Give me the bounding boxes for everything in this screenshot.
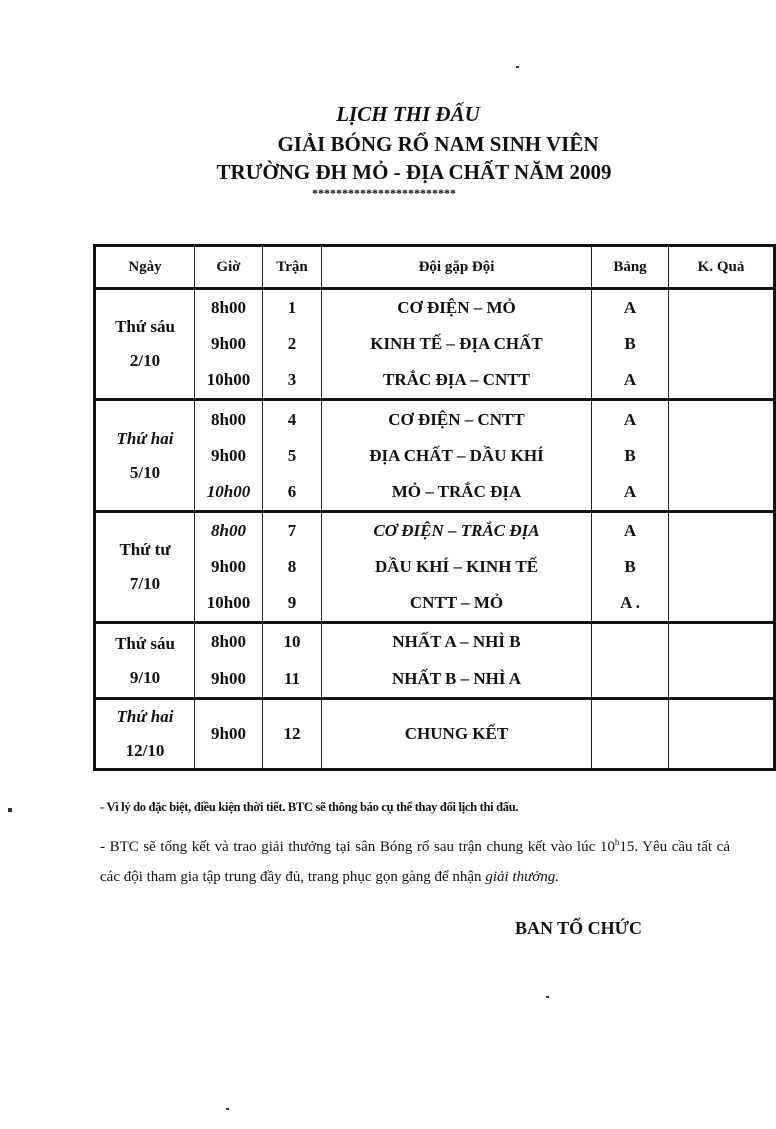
table-row <box>95 661 775 699</box>
group-cell: A <box>592 362 669 400</box>
teams-cell: MỎ – TRẮC ĐỊA <box>322 474 592 512</box>
scan-speck <box>546 996 549 998</box>
time-cell: 9h00 <box>195 698 263 769</box>
table-row <box>95 623 775 661</box>
header-result: K. Quả <box>669 246 775 289</box>
day-date: 7/10 <box>129 574 161 594</box>
day-name: Thứ sáu <box>115 317 175 337</box>
table-row <box>95 400 775 438</box>
day-name: Thứ sáu <box>115 633 175 653</box>
day-cell <box>95 289 195 400</box>
time-cell: 8h00 <box>195 289 263 327</box>
result-cell <box>669 698 775 769</box>
day-cell <box>95 511 195 622</box>
group-cell <box>592 661 669 699</box>
document-title: LỊCH THI ĐẤU <box>336 102 480 126</box>
header-match: Trận <box>263 246 322 289</box>
table-row <box>95 289 775 327</box>
match-cell: 11 <box>263 661 322 699</box>
day-name: Thứ hai <box>116 428 174 448</box>
match-cell: 8 <box>263 549 322 585</box>
award-note-end: giải thưởng. <box>485 869 560 885</box>
award-note-part1: - BTC sẽ tổng kết và trao giải thưởng tại sân Bóng rổ sau trận chung kết vào lúc 10 <box>100 839 615 855</box>
time-cell: 9h00 <box>195 661 263 699</box>
teams-cell: CHUNG KẾT <box>322 698 592 769</box>
day-date: 12/10 <box>125 740 165 760</box>
day-cell <box>95 400 195 511</box>
match-cell: 12 <box>263 698 322 769</box>
teams-cell: CƠ ĐIỆN – MỎ <box>322 289 592 327</box>
table-row <box>95 438 775 474</box>
table-row <box>95 326 775 362</box>
day-name: Thứ hai <box>116 706 174 726</box>
time-cell: 9h00 <box>195 549 263 585</box>
group-cell <box>592 698 669 769</box>
award-note-superscript: h <box>614 837 620 847</box>
schedule-table-wrapper <box>93 244 773 771</box>
match-cell: 10 <box>263 623 322 661</box>
time-cell: 8h00 <box>195 623 263 661</box>
teams-cell: TRẮC ĐỊA – CNTT <box>322 362 592 400</box>
result-cell <box>669 549 775 585</box>
result-cell <box>669 362 775 400</box>
group-cell <box>592 623 669 661</box>
table-row <box>95 585 775 623</box>
table-row <box>95 474 775 512</box>
match-cell: 1 <box>263 289 322 327</box>
match-cell: 7 <box>263 511 322 549</box>
match-cell: 3 <box>263 362 322 400</box>
award-note <box>100 827 730 892</box>
table-row <box>95 698 775 769</box>
time-cell: 10h00 <box>195 474 263 512</box>
header-day: Ngày <box>95 246 195 289</box>
title-separator: ************************ <box>312 186 456 200</box>
group-cell: A <box>592 289 669 327</box>
result-cell <box>669 289 775 327</box>
result-cell <box>669 585 775 623</box>
scan-speck <box>226 1108 229 1110</box>
tournament-name: GIẢI BÓNG RỔ NAM SINH VIÊN <box>277 132 599 156</box>
day-date: 5/10 <box>129 462 161 482</box>
teams-cell: ĐỊA CHẤT – DẦU KHÍ <box>322 438 592 474</box>
scan-speck <box>516 66 519 68</box>
teams-cell: CƠ ĐIỆN – CNTT <box>322 400 592 438</box>
header-group: Bảng <box>592 246 669 289</box>
day-date: 9/10 <box>129 667 161 687</box>
scan-speck <box>8 808 12 812</box>
table-row <box>95 549 775 585</box>
organizer-line: TRƯỜNG ĐH MỎ - ĐỊA CHẤT NĂM 2009 <box>216 160 612 184</box>
match-cell: 9 <box>263 585 322 623</box>
time-cell: 8h00 <box>195 511 263 549</box>
result-cell <box>669 623 775 661</box>
time-cell: 9h00 <box>195 438 263 474</box>
header-time: Giờ <box>195 246 263 289</box>
result-cell <box>669 438 775 474</box>
day-cell <box>95 698 195 769</box>
group-cell: B <box>592 326 669 362</box>
group-cell: A <box>592 511 669 549</box>
result-cell <box>669 400 775 438</box>
table-header-row <box>95 246 775 289</box>
teams-cell: KINH TẾ – ĐỊA CHẤT <box>322 326 592 362</box>
group-cell: B <box>592 549 669 585</box>
teams-cell: NHẤT B – NHÌ A <box>322 661 592 699</box>
notes-section <box>100 800 730 892</box>
table-row <box>95 362 775 400</box>
result-cell <box>669 661 775 699</box>
teams-cell: CNTT – MỎ <box>322 585 592 623</box>
signature: BAN TỔ CHỨC <box>515 918 643 938</box>
table-row <box>95 511 775 549</box>
time-cell: 8h00 <box>195 400 263 438</box>
header-teams: Đội gặp Đội <box>322 246 592 289</box>
day-date: 2/10 <box>129 351 161 371</box>
teams-cell: CƠ ĐIỆN – TRẮC ĐỊA <box>322 511 592 549</box>
match-cell: 5 <box>263 438 322 474</box>
day-name: Thứ tư <box>119 540 171 560</box>
group-cell: A . <box>592 585 669 623</box>
award-note-part2: 15. Yêu cầu tất cả các đội tham gia tập trung đầy đủ, trang phục gọn gàng để nhận <box>100 839 730 885</box>
match-cell: 4 <box>263 400 322 438</box>
time-cell: 10h00 <box>195 362 263 400</box>
teams-cell: NHẤT A – NHÌ B <box>322 623 592 661</box>
teams-cell: DẦU KHÍ – KINH TẾ <box>322 549 592 585</box>
group-cell: B <box>592 438 669 474</box>
match-cell: 6 <box>263 474 322 512</box>
result-cell <box>669 511 775 549</box>
weather-note: - Vì lý do đặc biệt, điều kiện thời tiết. BTC sẽ thông báo cụ thể thay đổi lịch thi đấu. <box>100 800 519 814</box>
time-cell: 10h00 <box>195 585 263 623</box>
time-cell: 9h00 <box>195 326 263 362</box>
day-cell <box>95 623 195 698</box>
result-cell <box>669 474 775 512</box>
result-cell <box>669 326 775 362</box>
group-cell: A <box>592 474 669 512</box>
match-cell: 2 <box>263 326 322 362</box>
group-cell: A <box>592 400 669 438</box>
schedule-table <box>93 244 776 771</box>
